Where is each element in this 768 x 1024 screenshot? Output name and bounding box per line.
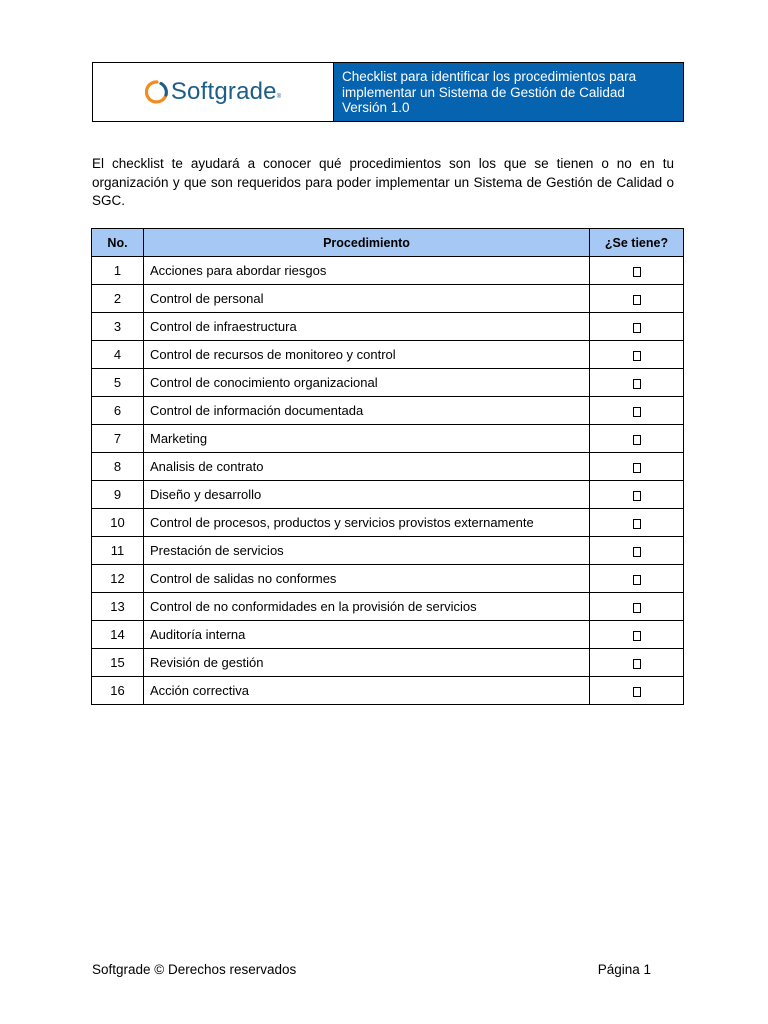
- header-have: ¿Se tiene?: [590, 229, 684, 257]
- row-number: 1: [92, 257, 144, 285]
- table-row: [92, 593, 684, 621]
- checkbox-icon[interactable]: [633, 463, 641, 473]
- row-procedure: Control de conocimiento organizacional: [144, 369, 590, 397]
- row-procedure: Diseño y desarrollo: [144, 481, 590, 509]
- checkbox-icon[interactable]: [633, 603, 641, 613]
- softgrade-logo: [145, 78, 281, 106]
- row-have-cell: [590, 257, 684, 285]
- table-row: [92, 369, 684, 397]
- header-no: No.: [92, 229, 144, 257]
- row-have-cell: [590, 565, 684, 593]
- logo-text: Softgrade: [170, 78, 277, 105]
- table-row: [92, 565, 684, 593]
- checkbox-icon[interactable]: [633, 491, 641, 501]
- row-procedure: Revisión de gestión: [144, 649, 590, 677]
- row-have-cell: [590, 313, 684, 341]
- row-procedure: Prestación de servicios: [144, 537, 590, 565]
- row-procedure: Control de salidas no conformes: [144, 565, 590, 593]
- footer-copyright: Softgrade © Derechos reservados: [92, 962, 297, 977]
- row-have-cell: [590, 537, 684, 565]
- row-number: 2: [92, 285, 144, 313]
- row-procedure: Control de personal: [144, 285, 590, 313]
- row-number: 5: [92, 369, 144, 397]
- row-procedure: Acción correctiva: [144, 677, 590, 705]
- table-row: [92, 649, 684, 677]
- table-row: [92, 481, 684, 509]
- table-header-row: [92, 229, 684, 257]
- row-number: 6: [92, 397, 144, 425]
- checkbox-icon[interactable]: [633, 631, 641, 641]
- checkbox-icon[interactable]: [633, 435, 641, 445]
- row-have-cell: [590, 453, 684, 481]
- table-row: [92, 313, 684, 341]
- document-header: [92, 62, 684, 122]
- table-row: [92, 509, 684, 537]
- row-procedure: Marketing: [144, 425, 590, 453]
- table-row: [92, 537, 684, 565]
- checkbox-icon[interactable]: [633, 323, 641, 333]
- row-procedure: Control de infraestructura: [144, 313, 590, 341]
- checkbox-icon[interactable]: [633, 575, 641, 585]
- checkbox-icon[interactable]: [633, 379, 641, 389]
- row-procedure: Control de información documentada: [144, 397, 590, 425]
- row-number: 7: [92, 425, 144, 453]
- checkbox-icon[interactable]: [633, 267, 641, 277]
- row-have-cell: [590, 369, 684, 397]
- row-procedure: Control de procesos, productos y servicios provistos externamente: [144, 509, 590, 537]
- checkbox-icon[interactable]: [633, 351, 641, 361]
- row-procedure: Analisis de contrato: [144, 453, 590, 481]
- row-number: 8: [92, 453, 144, 481]
- row-have-cell: [590, 285, 684, 313]
- row-number: 10: [92, 509, 144, 537]
- row-procedure: Auditoría interna: [144, 621, 590, 649]
- row-number: 12: [92, 565, 144, 593]
- header-procedure: Procedimiento: [144, 229, 590, 257]
- table-row: [92, 397, 684, 425]
- row-have-cell: [590, 593, 684, 621]
- row-number: 15: [92, 649, 144, 677]
- row-procedure: Control de no conformidades en la provisión de servicios: [144, 593, 590, 621]
- title-line: Versión 1.0: [342, 100, 410, 115]
- row-number: 14: [92, 621, 144, 649]
- row-procedure: Control de recursos de monitoreo y control: [144, 341, 590, 369]
- logo-trademark: ®: [276, 94, 282, 100]
- row-number: 9: [92, 481, 144, 509]
- table-row: [92, 453, 684, 481]
- row-have-cell: [590, 425, 684, 453]
- table-row: [92, 341, 684, 369]
- row-number: 11: [92, 537, 144, 565]
- checkbox-icon[interactable]: [633, 407, 641, 417]
- checkbox-icon[interactable]: [633, 687, 641, 697]
- table-row: [92, 621, 684, 649]
- row-have-cell: [590, 649, 684, 677]
- title-line: implementar un Sistema de Gestión de Calidad: [342, 84, 625, 100]
- row-procedure: Acciones para abordar riesgos: [144, 257, 590, 285]
- row-have-cell: [590, 509, 684, 537]
- footer-page-number: Página 1: [597, 962, 651, 977]
- row-have-cell: [590, 677, 684, 705]
- procedures-table: [91, 228, 684, 705]
- row-number: 3: [92, 313, 144, 341]
- row-have-cell: [590, 341, 684, 369]
- row-number: 16: [92, 677, 144, 705]
- checkbox-icon[interactable]: [633, 547, 641, 557]
- logo-cell: [93, 63, 334, 121]
- checkbox-icon[interactable]: [633, 519, 641, 529]
- checkbox-icon[interactable]: [633, 295, 641, 305]
- intro-paragraph: El checklist te ayudará a conocer qué procedimientos son los que se tienen o no en tu organización y que son requeridos para poder implementar un Sistema de Gestión de Calidad o SGC.: [92, 156, 674, 208]
- title-line: Checklist para identificar los procedimientos para: [342, 69, 637, 84]
- row-have-cell: [590, 397, 684, 425]
- row-number: 4: [92, 341, 144, 369]
- row-have-cell: [590, 481, 684, 509]
- checkbox-icon[interactable]: [633, 659, 641, 669]
- table-row: [92, 425, 684, 453]
- document-title: [334, 63, 683, 121]
- table-row: [92, 285, 684, 313]
- table-row: [92, 677, 684, 705]
- table-row: [92, 257, 684, 285]
- row-number: 13: [92, 593, 144, 621]
- softgrade-logo-icon: [145, 80, 169, 104]
- row-have-cell: [590, 621, 684, 649]
